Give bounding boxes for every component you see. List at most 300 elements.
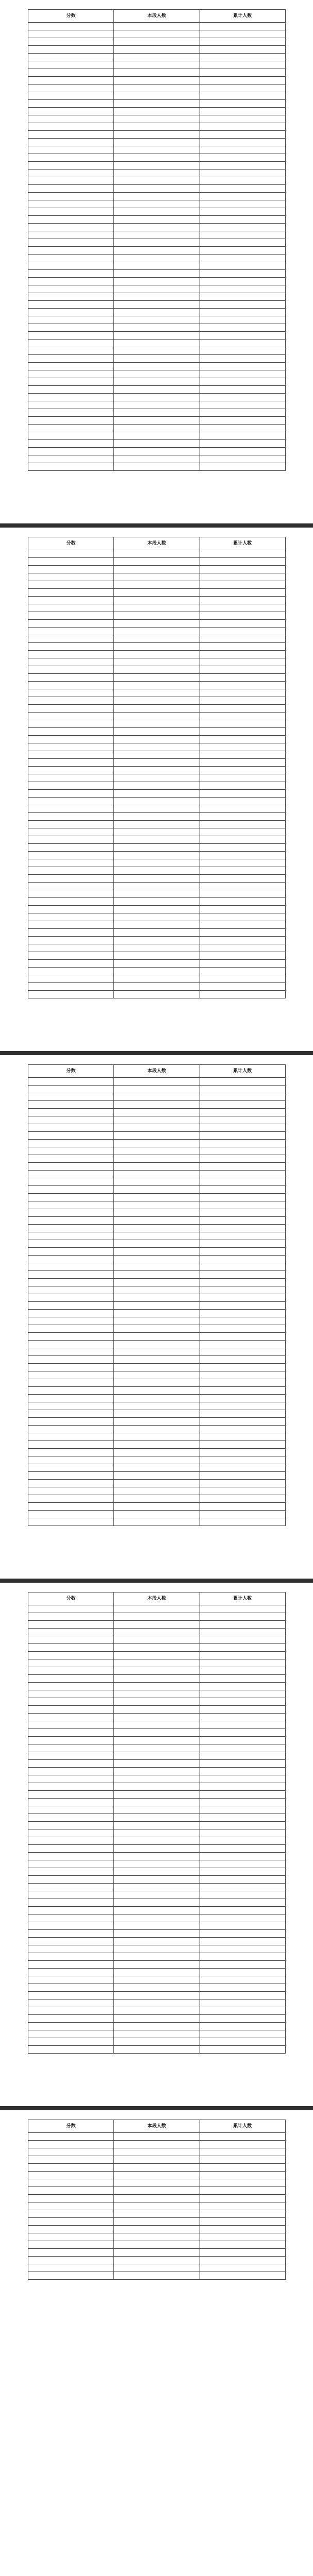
column-header-score: 分数 (28, 1065, 114, 1078)
cumulative-cell (200, 1783, 285, 1791)
score-cell (28, 2030, 114, 2038)
table-row (28, 409, 286, 417)
count-cell (114, 69, 200, 77)
count-cell (114, 913, 200, 921)
cumulative-cell (200, 1356, 285, 1364)
table-row (28, 1286, 286, 1294)
count-cell (114, 30, 200, 38)
count-cell (114, 2257, 200, 2264)
score-cell (28, 1294, 114, 1302)
score-cell (28, 2038, 114, 2046)
score-cell (28, 239, 114, 247)
table-row (28, 417, 286, 425)
count-cell (114, 944, 200, 952)
cumulative-cell (200, 836, 285, 844)
cumulative-cell (200, 1503, 285, 1511)
cumulative-cell (200, 363, 285, 370)
count-cell (114, 255, 200, 262)
cumulative-cell (200, 1325, 285, 1333)
count-cell (114, 370, 200, 378)
score-cell (28, 983, 114, 991)
cumulative-cell (200, 455, 285, 463)
score-cell (28, 1683, 114, 1690)
count-cell (114, 1961, 200, 1969)
score-cell (28, 23, 114, 30)
score-cell (28, 340, 114, 347)
cumulative-cell (200, 2007, 285, 2015)
table-row (28, 1899, 286, 1907)
cumulative-cell (200, 1644, 285, 1652)
count-cell (114, 1186, 200, 1194)
count-cell (114, 1302, 200, 1310)
cumulative-cell (200, 1683, 285, 1690)
table-row (28, 620, 286, 628)
score-cell (28, 131, 114, 139)
score-cell (28, 432, 114, 440)
cumulative-cell (200, 2148, 285, 2156)
table-row (28, 2030, 286, 2038)
cumulative-cell (200, 991, 285, 998)
table-row (28, 1333, 286, 1341)
cumulative-cell (200, 566, 285, 573)
count-cell (114, 1232, 200, 1240)
count-cell (114, 378, 200, 386)
table-row (28, 262, 286, 270)
cumulative-cell (200, 1078, 285, 1086)
score-cell (28, 1814, 114, 1822)
count-cell (114, 455, 200, 463)
cumulative-cell (200, 890, 285, 898)
score-table-container (28, 537, 286, 998)
table-row (28, 1402, 286, 1410)
count-cell (114, 1683, 200, 1690)
cumulative-cell (200, 1232, 285, 1240)
count-cell (114, 1333, 200, 1341)
score-cell (28, 1690, 114, 1698)
count-cell (114, 193, 200, 200)
cumulative-cell (200, 558, 285, 566)
count-cell (114, 774, 200, 782)
table-row (28, 844, 286, 852)
count-cell (114, 666, 200, 674)
count-cell (114, 332, 200, 340)
score-cell (28, 84, 114, 92)
count-cell (114, 1652, 200, 1659)
count-cell (114, 1644, 200, 1652)
cumulative-cell (200, 975, 285, 983)
table-row (28, 1814, 286, 1822)
cumulative-cell (200, 1999, 285, 2007)
score-cell (28, 92, 114, 100)
table-row (28, 1410, 286, 1418)
table-row (28, 720, 286, 728)
cumulative-cell (200, 1876, 285, 1884)
table-row (28, 658, 286, 666)
table-row (28, 1101, 286, 1109)
score-cell (28, 1884, 114, 1891)
cumulative-cell (200, 1675, 285, 1683)
score-cell (28, 2133, 114, 2141)
table-row (28, 278, 286, 285)
count-cell (114, 1752, 200, 1760)
count-cell (114, 154, 200, 162)
table-row (28, 1938, 286, 1945)
count-cell (114, 2133, 200, 2141)
score-cell (28, 208, 114, 216)
table-row (28, 2264, 286, 2272)
count-cell (114, 1945, 200, 1953)
count-cell (114, 906, 200, 913)
table-row (28, 2241, 286, 2249)
cumulative-cell (200, 1791, 285, 1799)
count-cell (114, 705, 200, 713)
score-cell (28, 883, 114, 890)
count-cell (114, 1768, 200, 1775)
table-row (28, 185, 286, 193)
table-row (28, 890, 286, 898)
table-row (28, 1217, 286, 1225)
cumulative-cell (200, 1605, 285, 1613)
cumulative-cell (200, 1814, 285, 1822)
score-cell (28, 1163, 114, 1171)
score-cell (28, 2007, 114, 2015)
table-row (28, 378, 286, 386)
count-cell (114, 278, 200, 285)
cumulative-cell (200, 1706, 285, 1714)
score-cell (28, 363, 114, 370)
score-cell (28, 674, 114, 682)
column-header-count: 本段人数 (114, 10, 200, 23)
table-row (28, 666, 286, 674)
column-header-count: 本段人数 (114, 2120, 200, 2133)
table-row (28, 1456, 286, 1464)
table-row (28, 1783, 286, 1791)
count-cell (114, 463, 200, 471)
score-cell (28, 929, 114, 937)
score-cell (28, 1364, 114, 1371)
table-row (28, 1472, 286, 1480)
score-cell (28, 658, 114, 666)
score-cell (28, 1317, 114, 1325)
score-cell (28, 309, 114, 316)
cumulative-cell (200, 589, 285, 597)
table-row (28, 1706, 286, 1714)
count-cell (114, 1845, 200, 1853)
score-cell (28, 162, 114, 170)
cumulative-cell (200, 448, 285, 455)
table-row (28, 828, 286, 836)
count-cell (114, 1201, 200, 1209)
score-cell (28, 355, 114, 363)
count-cell (114, 1402, 200, 1410)
count-cell (114, 1310, 200, 1317)
score-cell (28, 1217, 114, 1225)
score-cell (28, 1356, 114, 1364)
count-cell (114, 1675, 200, 1683)
count-cell (114, 1132, 200, 1140)
table-row (28, 1487, 286, 1495)
cumulative-cell (200, 736, 285, 743)
count-cell (114, 720, 200, 728)
score-cell (28, 635, 114, 643)
score-cell (28, 1907, 114, 1914)
count-cell (114, 597, 200, 604)
column-header-cumulative: 累计人数 (200, 1065, 285, 1078)
cumulative-cell (200, 859, 285, 867)
count-cell (114, 324, 200, 332)
cumulative-cell (200, 2133, 285, 2141)
column-header-count: 本段人数 (114, 537, 200, 550)
table-row (28, 1868, 286, 1876)
count-cell (114, 612, 200, 620)
table-row (28, 247, 286, 255)
score-cell (28, 960, 114, 968)
cumulative-cell (200, 1992, 285, 1999)
cumulative-cell (200, 937, 285, 944)
table-row (28, 929, 286, 937)
table-row (28, 774, 286, 782)
table-row (28, 1155, 286, 1163)
count-cell (114, 316, 200, 324)
count-cell (114, 115, 200, 123)
score-cell (28, 2164, 114, 2172)
table-row (28, 1511, 286, 1518)
watermark (0, 2300, 301, 2497)
table-row (28, 635, 286, 643)
table-row (28, 1729, 286, 1737)
cumulative-cell (200, 247, 285, 255)
count-cell (114, 604, 200, 612)
table-row (28, 1806, 286, 1814)
cumulative-cell (200, 61, 285, 69)
cumulative-cell (200, 463, 285, 471)
table-row (28, 1225, 286, 1232)
cumulative-cell (200, 743, 285, 751)
score-cell (28, 216, 114, 224)
count-cell (114, 162, 200, 170)
table-row (28, 1441, 286, 1449)
score-cell (28, 1760, 114, 1768)
count-cell (114, 1853, 200, 1860)
count-cell (114, 61, 200, 69)
cumulative-cell (200, 1171, 285, 1178)
score-cell (28, 2264, 114, 2272)
table-row (28, 1518, 286, 1526)
score-table-container (28, 1064, 286, 1526)
score-cell (28, 782, 114, 790)
score-cell (28, 705, 114, 713)
table-row (28, 2249, 286, 2257)
count-cell (114, 1976, 200, 1984)
table-row (28, 30, 286, 38)
score-cell (28, 139, 114, 146)
count-cell (114, 852, 200, 859)
score-cell (28, 1938, 114, 1945)
table-row (28, 1845, 286, 1853)
count-cell (114, 1248, 200, 1256)
score-cell (28, 1310, 114, 1317)
count-cell (114, 440, 200, 448)
score-cell (28, 1737, 114, 1744)
score-cell (28, 759, 114, 767)
table-row (28, 1721, 286, 1729)
count-cell (114, 247, 200, 255)
count-cell (114, 2202, 200, 2210)
score-cell (28, 937, 114, 944)
count-cell (114, 1078, 200, 1086)
score-cell (28, 821, 114, 828)
table-row (28, 1744, 286, 1752)
cumulative-cell (200, 324, 285, 332)
score-page-4 (0, 1583, 313, 2106)
cumulative-cell (200, 767, 285, 774)
table-row (28, 193, 286, 200)
count-cell (114, 2233, 200, 2241)
table-row (28, 1178, 286, 1186)
cumulative-cell (200, 1286, 285, 1294)
score-cell (28, 798, 114, 805)
cumulative-cell (200, 386, 285, 394)
cumulative-cell (200, 1418, 285, 1426)
count-cell (114, 1814, 200, 1822)
cumulative-cell (200, 751, 285, 759)
table-row (28, 813, 286, 821)
table-row (28, 2046, 286, 2054)
cumulative-cell (200, 1456, 285, 1464)
count-cell (114, 1356, 200, 1364)
count-cell (114, 581, 200, 589)
cumulative-cell (200, 1240, 285, 1248)
cumulative-cell (200, 1109, 285, 1116)
table-row (28, 38, 286, 46)
score-cell (28, 1395, 114, 1402)
score-cell (28, 2156, 114, 2164)
score-cell (28, 30, 114, 38)
cumulative-cell (200, 440, 285, 448)
count-cell (114, 1449, 200, 1456)
table-row (28, 1294, 286, 1302)
cumulative-cell (200, 1953, 285, 1961)
table-row (28, 991, 286, 998)
score-cell (28, 123, 114, 131)
count-cell (114, 767, 200, 774)
score-cell (28, 1706, 114, 1714)
table-row (28, 401, 286, 409)
cumulative-cell (200, 1922, 285, 1930)
count-cell (114, 859, 200, 867)
score-cell (28, 805, 114, 813)
score-cell (28, 612, 114, 620)
score-cell (28, 1101, 114, 1109)
table-row (28, 1667, 286, 1675)
cumulative-cell (200, 913, 285, 921)
page-divider (0, 1579, 313, 1583)
table-row (28, 1364, 286, 1371)
cumulative-cell (200, 77, 285, 84)
count-cell (114, 401, 200, 409)
cumulative-cell (200, 2195, 285, 2202)
count-cell (114, 1999, 200, 2007)
score-cell (28, 1845, 114, 1853)
score-cell (28, 1116, 114, 1124)
table-row (28, 1652, 286, 1659)
count-cell (114, 728, 200, 736)
score-cell (28, 844, 114, 852)
count-cell (114, 828, 200, 836)
cumulative-cell (200, 1737, 285, 1744)
score-page-5 (0, 2110, 313, 2576)
table-row (28, 1613, 286, 1621)
cumulative-cell (200, 1310, 285, 1317)
score-cell (28, 1853, 114, 1860)
score-cell (28, 828, 114, 836)
count-cell (114, 1480, 200, 1487)
score-cell (28, 1464, 114, 1472)
cumulative-cell (200, 1294, 285, 1302)
table-row (28, 713, 286, 720)
cumulative-cell (200, 1426, 285, 1433)
cumulative-cell (200, 115, 285, 123)
count-cell (114, 146, 200, 154)
score-cell (28, 1410, 114, 1418)
count-cell (114, 2210, 200, 2218)
cumulative-cell (200, 293, 285, 301)
table-row (28, 1325, 286, 1333)
count-cell (114, 2023, 200, 2030)
score-cell (28, 2179, 114, 2187)
table-row (28, 200, 286, 208)
cumulative-cell (200, 262, 285, 270)
score-cell (28, 1744, 114, 1752)
table-row (28, 736, 286, 743)
count-cell (114, 1194, 200, 1201)
cumulative-cell (200, 1116, 285, 1124)
score-cell (28, 100, 114, 108)
count-cell (114, 983, 200, 991)
count-cell (114, 566, 200, 573)
count-cell (114, 1659, 200, 1667)
table-row (28, 1768, 286, 1775)
table-row (28, 77, 286, 84)
cumulative-cell (200, 231, 285, 239)
count-cell (114, 1433, 200, 1441)
score-cell (28, 115, 114, 123)
cumulative-cell (200, 2156, 285, 2164)
count-cell (114, 1791, 200, 1799)
count-cell (114, 1899, 200, 1907)
score-cell (28, 1194, 114, 1201)
column-header-cumulative: 累计人数 (200, 10, 285, 23)
cumulative-cell (200, 1132, 285, 1140)
table-row (28, 2218, 286, 2226)
count-cell (114, 1325, 200, 1333)
cumulative-cell (200, 898, 285, 906)
cumulative-cell (200, 1907, 285, 1914)
cumulative-cell (200, 1976, 285, 1984)
table-row (28, 1086, 286, 1093)
score-cell (28, 1721, 114, 1729)
score-cell (28, 1518, 114, 1526)
score-cell (28, 1209, 114, 1217)
cumulative-cell (200, 1178, 285, 1186)
count-cell (114, 1698, 200, 1706)
count-cell (114, 1829, 200, 1837)
cumulative-cell (200, 1101, 285, 1109)
table-row (28, 1876, 286, 1884)
count-cell (114, 2007, 200, 2015)
cumulative-cell (200, 1209, 285, 1217)
table-row (28, 1675, 286, 1683)
